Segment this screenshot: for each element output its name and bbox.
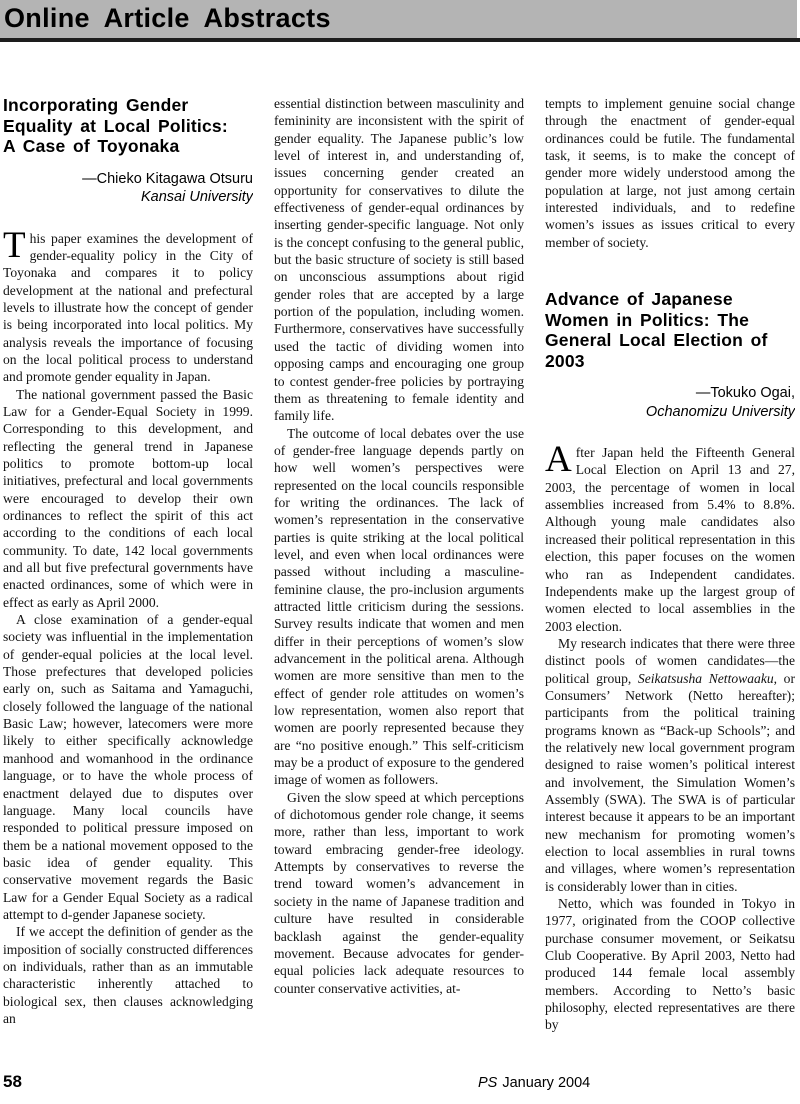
abstract-paragraph: [3, 386, 253, 611]
text-run: essential distinction between masculinity and femininity are inconsistent with the spirit of gender equality. The Japanese public’s low level of interest in, and understanding of, issues concerning gender created an opportunity for conservatives to dilute the effectiveness of gender-equal ordinances by inserting gender-specific language. Not only is the concept confusing to the general public, but the basic structure of society is still based on unconscious assumptions about rigid gender roles that are accepted by a large portion of the population, including women. Furthermore, conservatives have successfully used the tactic of dividing women into opposing camps and encouraging one group to contest gender-free policies by portraying them as threatening to female identity and family life.: [274, 96, 524, 424]
section-banner: [0, 0, 797, 38]
article-title: [3, 95, 253, 157]
author-name: —Chieko Kitagawa Otsuru: [82, 170, 253, 187]
italic-phrase: Seikatsusha Nettowaaku: [637, 670, 774, 686]
text-run: , or Consumers’ Network (Netto hereafter); participants from the political training programs known as “Back-up Schools”; and the relatively new local government program designed to raise women’s political interest and involvement, the Simulation Women’s Assembly (SWA). The SWA is of particular interest because it appears to be an important new mechanism for promoting women’s election to local assemblies in rural towns and villages, where women’s representation is considerably lower than in cities.: [545, 670, 795, 894]
text-run: tempts to implement genuine social change through the enactment of gender-equal ordinances could be futile. The fundamental task, it seems, is to make the concept of gender more widely understood among the population at large, not just among certain interested individuals, and to redefine women’s issues as issues critical to every member of society.: [545, 96, 795, 250]
abstract-paragraph: [3, 611, 253, 923]
text-column: [274, 95, 524, 1065]
text-run: A close examination of a gender-equal society was influential in the implementation of gender-equal policies at the local level. Those prefectures that developed policies early on, such as Saitama and Yamaguchi, closely followed the language of the national Basic Law; however, latecomers were more likely to either specifically acknowledge manhood and womanhood in the ordinance language, or to have the whole process of enactment delayed due to disputes over language. Many local councils have responded to political pressure imposed on them be a national movement opposed to the basic idea of gender equality. This conservative movement regards the Basic Law for a Gender Equal Society as a radical attempt to d-gender Japanese society.: [3, 612, 253, 922]
article-title-line: General Local Election of: [545, 330, 768, 351]
journal-name: PS: [478, 1075, 498, 1091]
abstract-paragraph: [545, 439, 795, 635]
article-title-line: Advance of Japanese: [545, 289, 733, 310]
author-affiliation: Kansai University: [140, 189, 253, 205]
author-block: [545, 384, 795, 421]
page-number: 58: [3, 1072, 22, 1091]
author-name: —Tokuko Ogai,: [695, 385, 795, 402]
text-run: Given the slow speed at which perceptions of dichotomous gender role change, it seems more, rather than less, important to work toward embracing gender-free ideology. Attempts by conservatives to reverse the trend toward women’s advancement in society in the name of Japanese tradition and culture have resulted in considerable backlash against the gender-equality movement. Because advocates for gender-equal policies lack adequate resources to counter conservative activities, at-: [274, 789, 524, 996]
author-block: [3, 170, 253, 207]
text-run: My research indicates that there were three distinct pools of women candidates—the political group,: [545, 635, 795, 686]
journal-footer: [478, 1075, 590, 1091]
abstract-paragraph: [274, 95, 524, 425]
article-title-line: A Case of Toyonaka: [3, 136, 180, 156]
drop-cap: T: [3, 224, 26, 266]
article-title-line: Equality at Local Politics:: [3, 115, 228, 136]
text-run: The national government passed the Basic Law for a Gender-Equal Society in 1999. Corresponding to this development, and reflecting the general trend in Japanese politics to promote bottom-up local initiatives, prefectural and local governments were encouraged to develop their own ordinances to reflect the spirit of this act according to the conditions of each local community. To date, 142 local governments and all but five prefectural governments have enacted ordinances, some of which were in effect as early as April 2000.: [3, 386, 253, 610]
article-title-line: Women in Politics: The: [545, 309, 750, 330]
abstract-paragraph: [545, 95, 795, 251]
text-run: The outcome of local debates over the use of gender-free language depends partly on how well women’s perspectives were represented on the local councils responsible for writing the ordinances. The lack of women’s representation in the conservative parties is quite striking at the local political level, and even when local ordinances were passed without including a masculine-feminine clause, the pro-inclusion arguments attracted little criticism during the sessions. Survey results indicate that women and men differ in their perceptions of women’s slow advancement in the political arena. Although women are more sensitive than men to the effect of gender role attitudes on women’s low representation, women also report that women are poorly represented because they are “no positive enough.” This self-criticism may be a product of exposure to the gendered image of women as followers.: [274, 425, 524, 788]
abstract-paragraph: [545, 635, 795, 895]
text-run: If we accept the definition of gender as the imposition of socially constructed differences on individuals, rather than as an immutable characteristic inherently attached to biological sex, then clauses acknowledging an: [3, 924, 253, 1026]
text-column: [3, 95, 253, 1065]
article-title-line: 2003: [545, 350, 585, 371]
article-title: [545, 289, 795, 371]
abstract-paragraph: [274, 425, 524, 789]
article-title-line: Incorporating Gender: [3, 95, 189, 115]
text-run: fter Japan held the Fifteenth General Local Election on April 13 and 27, 2003, the percentage of women in local assemblies increased from 5.4% to 8.8%. Although young male candidates also increased their political representation in this election, this paper focuses on the women who ran as Independent candidates. Independents make up the largest group of women elected to local assemblies in the 2003 election.: [545, 445, 795, 634]
abstract-paragraph: [274, 789, 524, 997]
abstract-columns: [3, 95, 795, 1065]
abstract-paragraph: [3, 923, 253, 1027]
section-title: Online Article Abstracts: [4, 3, 331, 33]
issue-date: January 2004: [502, 1075, 591, 1091]
text-column: [545, 95, 795, 1065]
author-affiliation: Ochanomizu University: [645, 403, 795, 420]
text-run: his paper examines the development of gender-equality policy in the City of Toyonaka and compares it to policy development at the national and prefectural levels to illustrate how the concept of gender is being incorporated into local politics. My analysis reveals the importance of focusing on the local political process to understand and promote gender equality in Japan.: [3, 230, 253, 385]
drop-cap: A: [545, 439, 572, 481]
banner-rule: [0, 38, 800, 42]
text-run: Netto, which was founded in Tokyo in 1977, originated from the COOP collective purchase consumer movement, or Seikatsu Club Cooperative. By April 2003, Netto had produced 144 female local assembly members. According to Netto’s basic philosophy, elected representatives are there by: [545, 896, 795, 1033]
abstract-paragraph: [3, 224, 253, 386]
abstract-paragraph: [545, 895, 795, 1034]
